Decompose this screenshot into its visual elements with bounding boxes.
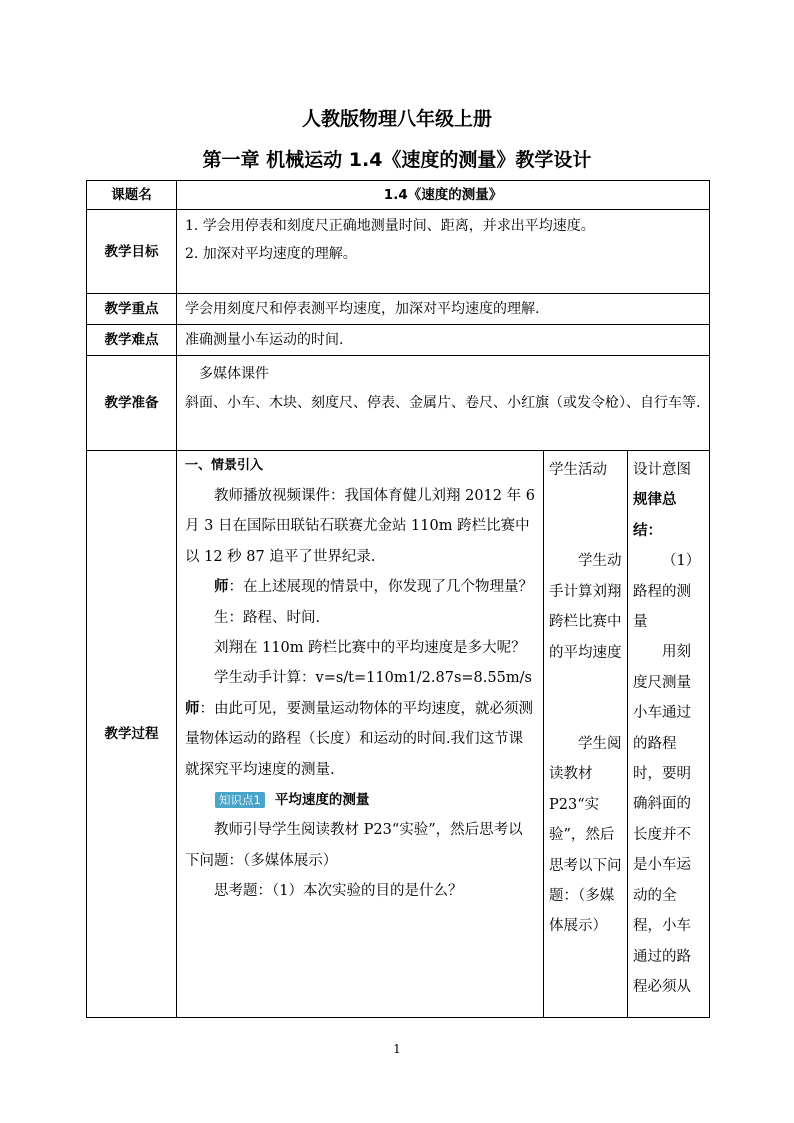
paragraph-text: ：由此可见，要测量运动物体的平均速度，就必须测量物体运动的路程（长度）和运动的时间.我们这节课就探究平均速度的测量. (185, 700, 533, 778)
goals-cell (177, 210, 710, 294)
process-content (177, 451, 544, 1018)
page-number: 1 (393, 1042, 401, 1056)
paragraph (185, 694, 537, 785)
spacer (549, 668, 623, 729)
design-intent-text: 用刻度尺测量小车通过的路程时，要明确斜面的长度并不是小车运动的全程，小车通过的路程必须从 (633, 644, 691, 995)
design-intent-cell (628, 451, 710, 1018)
process-label: 教学过程 (87, 451, 177, 1018)
topic-label: 课题名 (87, 181, 177, 210)
key-point-value: 学会用刻度尺和停表测平均速度，加深对平均速度的理解. (177, 294, 710, 325)
paragraph: 教师引导学生阅读教材 P23“实验”，然后思考以下问题：（多媒体展示） (185, 822, 523, 869)
design-intent-text: （1）路程的测量 (633, 553, 701, 631)
speaker: 师 (185, 699, 200, 717)
prep-label: 教学准备 (87, 356, 177, 451)
paragraph (185, 572, 537, 602)
student-activity-title: 学生活动 (549, 462, 607, 478)
difficulty-value: 准确测量小车运动的时间. (177, 325, 710, 356)
knowledge-point-title: 平均速度的测量 (274, 792, 370, 809)
paragraph-text: ：在上述展现的情景中，你发现了几个物理量？ (228, 579, 533, 596)
paragraph: 生：路程、时间. (214, 609, 321, 626)
student-activity-text: 学生动手计算刘翔跨栏比赛中的平均速度 (549, 553, 622, 661)
paragraph: 刘翔在 110m 跨栏比赛中的平均速度是多大呢？ (214, 640, 526, 657)
student-activity-cell (544, 451, 628, 1018)
section-title: 一、情景引入 (185, 458, 264, 473)
key-point-label: 教学重点 (87, 294, 177, 325)
student-activity-text: 学生阅读教材 P23“实验”，然后思考以下问题：（多媒体展示） (549, 736, 622, 935)
document-subtitle: 第一章 机械运动 1.4《速度的测量》教学设计 (202, 149, 592, 171)
paragraph: 学生动手计算：v=s/t=110m1/2.87s=8.55m/s (214, 670, 532, 687)
prep-line: 斜面、小车、木块、刻度尺、停表、金属片、卷尺、小红旗（或发令枪）、自行车等. (185, 395, 701, 411)
spacer (549, 485, 623, 546)
lesson-plan-table (86, 180, 710, 1018)
design-intent-subtitle: 规律总结： (633, 491, 677, 539)
paragraph: 教师播放视频课件：我国体育健儿刘翔 2012 年 6 月 3 日在国际田联钻石联赛尤金站 110m 跨栏比赛中以 12 秒 87 追平了世界纪录. (185, 488, 535, 565)
topic-value: 1.4《速度的测量》 (177, 181, 710, 210)
goal-item: 1. 学会用停表和刻度尺正确地测量时间、距离，并求出平均速度。 (185, 218, 595, 234)
paragraph: 思考题：（1）本次实验的目的是什么？ (214, 883, 463, 900)
prep-cell (177, 356, 710, 451)
speaker: 师 (214, 578, 229, 596)
goal-item: 2. 加深对平均速度的理解。 (185, 246, 357, 262)
design-intent-title: 设计意图 (633, 462, 691, 478)
document-title: 人教版物理八年级上册 (301, 108, 492, 130)
knowledge-point-heading (185, 785, 537, 815)
prep-line: 多媒体课件 (199, 366, 269, 382)
goals-label: 教学目标 (87, 210, 177, 294)
difficulty-label: 教学难点 (87, 325, 177, 356)
knowledge-point-badge: 知识点1 (215, 792, 265, 808)
